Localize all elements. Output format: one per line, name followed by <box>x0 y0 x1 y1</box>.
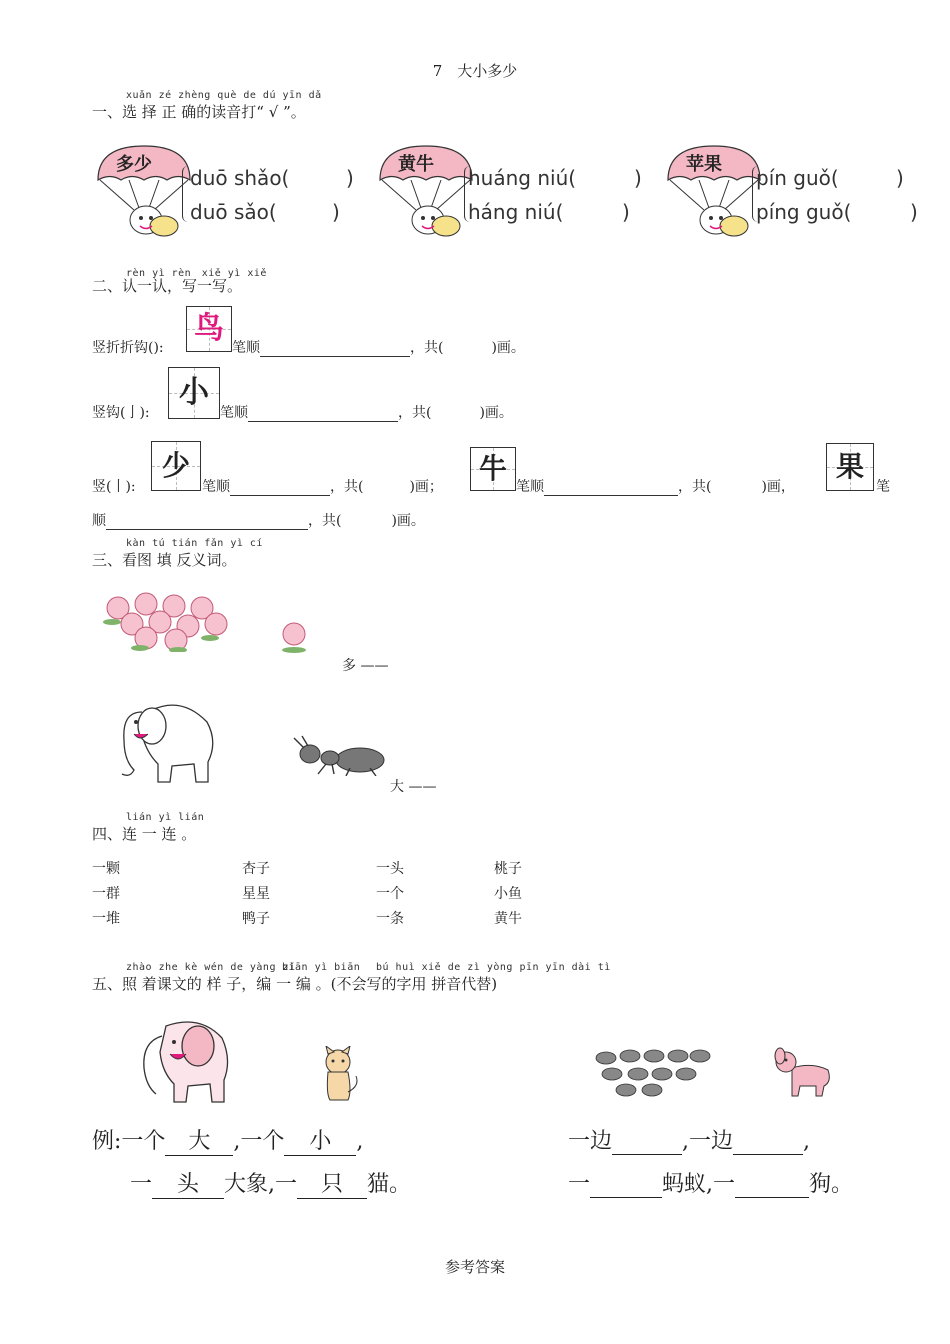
option-2a: huáng niú( <box>468 166 577 190</box>
match-left-3[interactable]: 一堆 <box>92 911 120 927</box>
char-box-niao <box>186 306 232 352</box>
parachute-group-1 <box>94 140 374 250</box>
elephant-image <box>112 692 222 788</box>
char-shao: 少 <box>161 449 190 482</box>
char-xiao: 小 <box>179 375 209 410</box>
answer-blank-3[interactable] <box>590 1173 662 1198</box>
dog-image <box>772 1046 836 1098</box>
s5-pinyin-3: bú huì xiě de zì yòng pīn yīn dài tì <box>376 962 611 973</box>
match-right-3[interactable]: 鸭子 <box>242 911 270 927</box>
answer-key-link[interactable]: 参考答案 <box>444 1258 505 1276</box>
option-3b: píng guǒ( <box>756 200 852 224</box>
antonym-pair-1: 多 —— <box>342 658 389 674</box>
match-right-6[interactable]: 黄牛 <box>494 911 522 927</box>
stroke-order-line-4[interactable] <box>544 480 678 496</box>
paren-1a[interactable]: ) <box>346 166 354 190</box>
char-box-shao <box>151 441 201 491</box>
stroke-order-line-3[interactable] <box>230 480 330 496</box>
match-right-1[interactable]: 杏子 <box>242 861 270 877</box>
s2-heading: 二、认一认，写一写。 <box>92 277 243 295</box>
match-left-2[interactable]: 一群 <box>92 886 120 902</box>
example-line-2: 一 头 大象,一 只 猫。 <box>130 1167 411 1199</box>
stroke-label-1: 竖折折钩(): <box>92 340 164 356</box>
match-left-6[interactable]: 一条 <box>376 911 404 927</box>
stroke-order-line-1[interactable] <box>260 341 410 357</box>
match-left-5[interactable]: 一个 <box>376 886 404 902</box>
stroke-order-line-5[interactable] <box>106 514 308 530</box>
question-line-1: 一边 ,一边 , <box>568 1129 811 1154</box>
s5-pinyin-1: zhào zhe kè wén de yàng zǐ <box>126 962 296 973</box>
s3-heading: 三、看图 填 反义词。 <box>92 551 237 569</box>
antonym-pair-2: 大 —— <box>390 779 437 795</box>
stroke-label-3: 竖(丨): <box>92 479 136 495</box>
char-box-xiao <box>168 367 220 419</box>
paren-3a[interactable]: ) <box>896 166 904 190</box>
one-peach-image <box>278 618 310 656</box>
paren-1b[interactable]: ) <box>332 200 340 224</box>
char-guo: 果 <box>835 450 864 483</box>
parachute-group-2 <box>376 140 656 250</box>
stroke-order-label: 笔顺 <box>232 340 260 356</box>
match-right-4[interactable]: 桃子 <box>494 861 522 877</box>
cat-image <box>316 1046 362 1104</box>
parachute-group-3 <box>664 140 948 250</box>
many-peaches-image <box>98 590 238 652</box>
word-label-1: 多少 <box>116 154 152 175</box>
example-answer-2: 小 <box>284 1124 356 1156</box>
s5-heading: 五、照 着课文的 样 子，编 一 编 。(不会写的字用 拼音代替) <box>92 975 498 993</box>
char-niu: 牛 <box>478 452 507 485</box>
answer-blank-2[interactable] <box>733 1130 803 1155</box>
option-2b: háng niú( <box>468 200 564 224</box>
example-answer-1: 大 <box>165 1124 233 1156</box>
elephant-pink-image <box>134 1012 234 1108</box>
brace <box>182 166 189 222</box>
s1-heading: 一、选 择 正 确的读音打“ √ ”。 <box>92 103 306 121</box>
char-niao: 鸟 <box>194 311 224 346</box>
s1-pinyin: xuǎn zé zhèng què de dú yīn dǎ <box>126 90 322 101</box>
option-1b: duō sǎo( <box>190 200 277 224</box>
match-right-2[interactable]: 星星 <box>242 886 270 902</box>
answer-blank-4[interactable] <box>735 1173 809 1198</box>
stroke-order-line-2[interactable] <box>248 406 398 422</box>
paren-2b[interactable]: ) <box>622 200 630 224</box>
page-title: 7 大小多少 <box>432 62 518 80</box>
word-label-2: 黄牛 <box>398 154 434 175</box>
stroke-label-2: 竖钩(亅): <box>92 405 150 421</box>
s4-pinyin: lián yì lián <box>126 812 205 823</box>
char-box-guo <box>826 443 874 491</box>
example-answer-3: 头 <box>152 1167 224 1199</box>
answer-blank-1[interactable] <box>612 1130 682 1155</box>
match-left-1[interactable]: 一颗 <box>92 861 120 877</box>
match-right-5[interactable]: 小鱼 <box>494 886 522 902</box>
option-3a: pín guǒ( <box>756 166 839 190</box>
s2-pinyin: rèn yì rèn xiě yì xiě <box>126 268 267 279</box>
s5-pinyin-2: biān yì biān <box>282 962 361 973</box>
ant-image <box>290 734 390 776</box>
word-label-3: 苹果 <box>686 154 722 175</box>
example-answer-4: 只 <box>297 1167 367 1199</box>
char-box-niu <box>470 447 516 491</box>
paren-2a[interactable]: ) <box>634 166 642 190</box>
ants-group-image <box>590 1044 714 1100</box>
s3-pinyin: kàn tú tián fǎn yì cí <box>126 538 263 549</box>
match-left-4[interactable]: 一头 <box>376 861 404 877</box>
s4-heading: 四、连 一 连 。 <box>92 825 197 843</box>
option-1a: duō shǎo( <box>190 166 290 190</box>
example-line-1: 例:一个 大 ,一个 小 , <box>92 1124 363 1156</box>
paren-3b[interactable]: ) <box>910 200 918 224</box>
question-line-2: 一 蚂蚁,一 狗。 <box>568 1172 854 1197</box>
